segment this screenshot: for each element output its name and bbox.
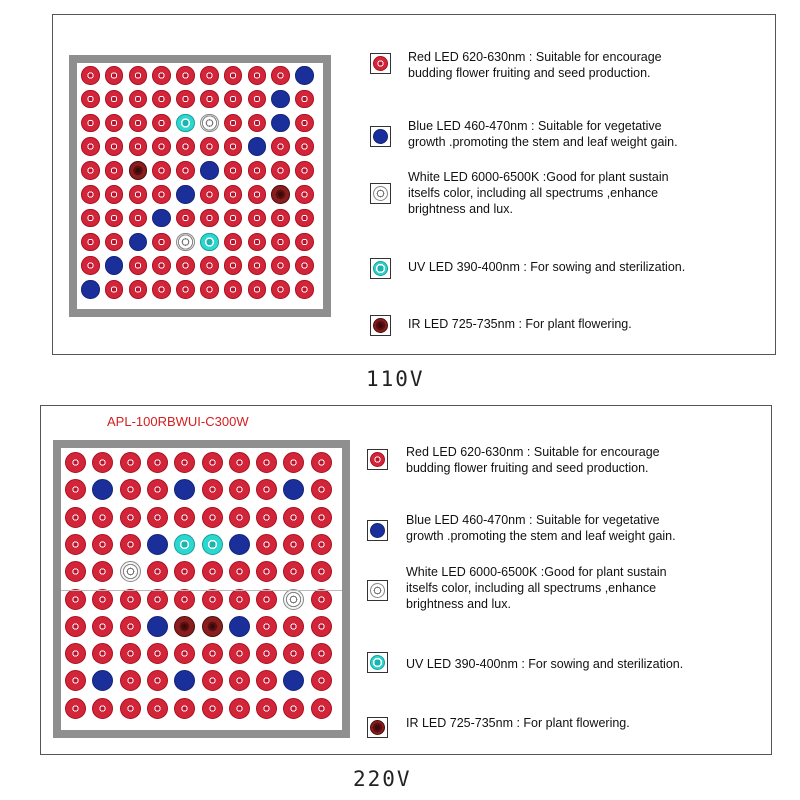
- red-led-2-3: [147, 507, 168, 528]
- red-led-0-2: [120, 452, 141, 473]
- blue-led-1-8: [283, 479, 304, 500]
- blue-led-1-8: [271, 90, 290, 109]
- red-led-7-5: [202, 643, 223, 664]
- red-led-7-4: [174, 643, 195, 664]
- red-led-8-6: [229, 670, 250, 691]
- red-led-5-6: [229, 589, 250, 610]
- red-led-8-0: [65, 670, 86, 691]
- red-led-3-7: [256, 534, 277, 555]
- red-led-2-7: [256, 507, 277, 528]
- red-led-2-9: [311, 507, 332, 528]
- red-led-0-7: [256, 452, 277, 473]
- red-led-3-2: [120, 534, 141, 555]
- red-led-9-2: [120, 698, 141, 719]
- blue-led-legend-swatch: [370, 126, 391, 147]
- red-led-2-2: [120, 507, 141, 528]
- red-led-2-2: [129, 114, 148, 133]
- red-led-9-4: [174, 698, 195, 719]
- red-led-6-2: [120, 616, 141, 637]
- red-led-4-7: [248, 161, 267, 180]
- blue-led-1-4: [174, 479, 195, 500]
- red-led-7-6: [229, 643, 250, 664]
- uv-led-icon: [370, 655, 385, 670]
- white-led-legend-swatch: [370, 183, 391, 204]
- red-led-9-9: [295, 280, 314, 299]
- red-led-8-9: [295, 256, 314, 275]
- ir-led-legend-swatch: [370, 315, 391, 336]
- red-led-8-3: [152, 256, 171, 275]
- red-led-legend-text: [408, 49, 662, 81]
- red-led-icon: [370, 452, 385, 467]
- ir-led-icon: [370, 720, 385, 735]
- red-led-1-2: [120, 479, 141, 500]
- red-led-5-3: [147, 589, 168, 610]
- uv-led-icon: [373, 261, 388, 276]
- red-led-9-6: [224, 280, 243, 299]
- white-led-legend-line1: White LED 6000-6500K :Good for plant sustain: [406, 565, 667, 579]
- red-led-4-8: [271, 161, 290, 180]
- red-led-0-3: [152, 66, 171, 85]
- red-led-2-5: [202, 507, 223, 528]
- red-led-1-7: [256, 479, 277, 500]
- red-led-6-1: [92, 616, 113, 637]
- red-led-9-8: [271, 280, 290, 299]
- red-led-8-8: [271, 256, 290, 275]
- red-led-6-9: [295, 209, 314, 228]
- red-led-5-7: [256, 589, 277, 610]
- white-led-icon: [373, 186, 388, 201]
- blue-led-3-7: [248, 137, 267, 156]
- red-led-3-9: [295, 137, 314, 156]
- red-led-9-8: [283, 698, 304, 719]
- red-led-9-9: [311, 698, 332, 719]
- red-led-legend-line1: Red LED 620-630nm : Suitable for encourage: [406, 445, 660, 459]
- red-led-legend-line1: Red LED 620-630nm : Suitable for encourage: [408, 50, 662, 64]
- ir-led-5-8: [271, 185, 290, 204]
- red-led-4-6: [229, 561, 250, 582]
- blue-led-legend-line1: Blue LED 460-470nm : Suitable for vegetative: [406, 513, 660, 527]
- red-led-1-9: [311, 479, 332, 500]
- red-led-0-2: [129, 66, 148, 85]
- red-led-0-9: [311, 452, 332, 473]
- red-led-0-8: [271, 66, 290, 85]
- red-led-legend-swatch: [367, 449, 388, 470]
- red-led-legend-line2: budding flower fruiting and seed production.: [408, 66, 651, 80]
- red-led-3-0: [81, 137, 100, 156]
- red-led-5-4: [174, 589, 195, 610]
- red-led-7-9: [311, 643, 332, 664]
- led-grid: [77, 63, 323, 309]
- red-led-2-6: [229, 507, 250, 528]
- red-led-0-6: [224, 66, 243, 85]
- red-led-6-0: [81, 209, 100, 228]
- ir-led-legend-text: [406, 715, 630, 731]
- uv-led-3-4: [174, 534, 195, 555]
- red-led-8-9: [311, 670, 332, 691]
- red-led-4-3: [152, 161, 171, 180]
- red-led-4-1: [105, 161, 124, 180]
- red-led-7-0: [65, 643, 86, 664]
- red-led-7-6: [224, 233, 243, 252]
- red-led-8-0: [81, 256, 100, 275]
- red-led-2-0: [81, 114, 100, 133]
- red-led-2-9: [295, 114, 314, 133]
- red-led-4-0: [65, 561, 86, 582]
- red-led-9-7: [248, 280, 267, 299]
- red-led-4-1: [92, 561, 113, 582]
- red-led-4-4: [174, 561, 195, 582]
- red-led-9-2: [129, 280, 148, 299]
- white-led-legend-swatch: [367, 580, 388, 601]
- red-led-9-3: [152, 280, 171, 299]
- ir-led-legend-swatch: [367, 717, 388, 738]
- red-led-0-7: [248, 66, 267, 85]
- red-led-8-4: [176, 256, 195, 275]
- uv-led-2-4: [176, 114, 195, 133]
- white-led-legend-line2: itselfs color, including all spectrums ,enhance: [408, 186, 659, 200]
- red-led-0-8: [283, 452, 304, 473]
- red-led-1-2: [129, 90, 148, 109]
- uv-led-legend-swatch: [367, 652, 388, 673]
- blue-led-4-5: [200, 161, 219, 180]
- blue-led-legend-line2: growth .promoting the stem and leaf weight gain.: [406, 529, 676, 543]
- red-led-8-7: [256, 670, 277, 691]
- red-led-6-0: [65, 616, 86, 637]
- red-led-0-6: [229, 452, 250, 473]
- red-led-8-5: [202, 670, 223, 691]
- red-led-4-3: [147, 561, 168, 582]
- red-led-3-8: [283, 534, 304, 555]
- white-led-7-4: [176, 233, 195, 252]
- uv-led-legend-text: [408, 259, 685, 275]
- red-led-3-9: [311, 534, 332, 555]
- red-led-7-3: [152, 233, 171, 252]
- red-led-9-6: [229, 698, 250, 719]
- red-led-5-1: [105, 185, 124, 204]
- blue-led-legend-line2: growth .promoting the stem and leaf weight gain.: [408, 135, 678, 149]
- red-led-5-9: [311, 589, 332, 610]
- ir-led-4-2: [129, 161, 148, 180]
- red-led-3-5: [200, 137, 219, 156]
- blue-led-6-3: [147, 616, 168, 637]
- white-led-4-2: [120, 561, 141, 582]
- red-led-3-1: [92, 534, 113, 555]
- blue-led-6-6: [229, 616, 250, 637]
- red-led-2-8: [283, 507, 304, 528]
- uv-led-legend-line1: UV LED 390-400nm : For sowing and sterilization.: [408, 260, 686, 274]
- led-grid: [61, 448, 342, 730]
- red-led-4-5: [202, 561, 223, 582]
- uv-led-legend-line1: UV LED 390-400nm : For sowing and sterilization.: [406, 657, 684, 671]
- red-led-legend-swatch: [370, 53, 391, 74]
- red-led-9-1: [105, 280, 124, 299]
- blue-led-legend-line1: Blue LED 460-470nm : Suitable for vegetative: [408, 119, 662, 133]
- red-led-6-8: [271, 209, 290, 228]
- white-led-legend-line1: White LED 6000-6500K :Good for plant sustain: [408, 170, 669, 184]
- white-led-legend-line2: itselfs color, including all spectrums ,enhance: [406, 581, 657, 595]
- uv-led-7-5: [200, 233, 219, 252]
- grid-divider-line: [61, 590, 342, 591]
- red-led-legend-text: [406, 444, 660, 476]
- red-led-3-6: [224, 137, 243, 156]
- voltage-label-220: 220V: [353, 767, 412, 791]
- red-led-0-1: [92, 452, 113, 473]
- red-led-6-7: [248, 209, 267, 228]
- red-led-8-5: [200, 256, 219, 275]
- red-led-2-7: [248, 114, 267, 133]
- ir-led-6-5: [202, 616, 223, 637]
- red-led-8-6: [224, 256, 243, 275]
- red-led-7-0: [81, 233, 100, 252]
- blue-led-3-6: [229, 534, 250, 555]
- red-led-0-0: [81, 66, 100, 85]
- red-led-2-3: [152, 114, 171, 133]
- red-led-5-0: [65, 589, 86, 610]
- red-led-2-4: [174, 507, 195, 528]
- red-led-4-8: [283, 561, 304, 582]
- red-led-1-9: [295, 90, 314, 109]
- red-led-8-2: [120, 670, 141, 691]
- red-led-7-9: [295, 233, 314, 252]
- voltage-label-110: 110V: [366, 367, 425, 391]
- red-led-6-8: [283, 616, 304, 637]
- red-led-5-7: [248, 185, 267, 204]
- red-led-7-8: [283, 643, 304, 664]
- red-led-7-3: [147, 643, 168, 664]
- red-led-0-1: [105, 66, 124, 85]
- blue-led-8-4: [174, 670, 195, 691]
- red-led-9-5: [202, 698, 223, 719]
- red-led-6-1: [105, 209, 124, 228]
- red-led-0-0: [65, 452, 86, 473]
- red-led-2-1: [105, 114, 124, 133]
- red-led-3-3: [152, 137, 171, 156]
- red-led-2-6: [224, 114, 243, 133]
- white-led-legend-line3: brightness and lux.: [408, 202, 513, 216]
- blue-led-0-9: [295, 66, 314, 85]
- white-led-icon: [370, 583, 385, 598]
- red-led-5-0: [81, 185, 100, 204]
- red-led-5-5: [202, 589, 223, 610]
- uv-led-legend-swatch: [370, 258, 391, 279]
- blue-led-legend-text: [406, 512, 676, 544]
- red-led-9-7: [256, 698, 277, 719]
- red-led-6-9: [311, 616, 332, 637]
- red-led-7-7: [256, 643, 277, 664]
- blue-led-8-1: [105, 256, 124, 275]
- red-led-0-3: [147, 452, 168, 473]
- ir-led-legend-line1: IR LED 725-735nm : For plant flowering.: [408, 317, 632, 331]
- red-led-1-4: [176, 90, 195, 109]
- red-led-3-2: [129, 137, 148, 156]
- red-led-6-2: [129, 209, 148, 228]
- white-led-5-8: [283, 589, 304, 610]
- blue-led-9-0: [81, 280, 100, 299]
- red-led-8-7: [248, 256, 267, 275]
- red-led-3-1: [105, 137, 124, 156]
- red-led-5-6: [224, 185, 243, 204]
- red-led-0-5: [200, 66, 219, 85]
- red-led-3-0: [65, 534, 86, 555]
- uv-led-3-5: [202, 534, 223, 555]
- red-led-0-4: [176, 66, 195, 85]
- red-led-4-6: [224, 161, 243, 180]
- blue-led-icon: [373, 129, 388, 144]
- red-led-7-2: [120, 643, 141, 664]
- red-led-1-0: [81, 90, 100, 109]
- red-led-9-3: [147, 698, 168, 719]
- panel-110v: [52, 14, 776, 355]
- red-led-icon: [373, 56, 388, 71]
- ir-led-icon: [373, 318, 388, 333]
- red-led-9-4: [176, 280, 195, 299]
- red-led-4-7: [256, 561, 277, 582]
- red-led-5-5: [200, 185, 219, 204]
- red-led-7-1: [92, 643, 113, 664]
- red-led-5-2: [129, 185, 148, 204]
- red-led-8-3: [147, 670, 168, 691]
- blue-led-8-1: [92, 670, 113, 691]
- red-led-3-4: [176, 137, 195, 156]
- red-led-5-3: [152, 185, 171, 204]
- red-led-1-1: [105, 90, 124, 109]
- red-led-1-6: [224, 90, 243, 109]
- blue-led-5-4: [176, 185, 195, 204]
- blue-led-2-8: [271, 114, 290, 133]
- ir-led-legend-text: [408, 316, 632, 332]
- red-led-2-1: [92, 507, 113, 528]
- ir-led-legend-line1: IR LED 725-735nm : For plant flowering.: [406, 716, 630, 730]
- red-led-6-7: [256, 616, 277, 637]
- blue-led-legend-swatch: [367, 520, 388, 541]
- red-led-0-5: [202, 452, 223, 473]
- red-led-6-4: [176, 209, 195, 228]
- red-led-6-6: [224, 209, 243, 228]
- red-led-1-7: [248, 90, 267, 109]
- blue-led-3-3: [147, 534, 168, 555]
- red-led-2-0: [65, 507, 86, 528]
- red-led-7-1: [105, 233, 124, 252]
- white-led-legend-line3: brightness and lux.: [406, 597, 511, 611]
- red-led-3-8: [271, 137, 290, 156]
- red-led-1-3: [147, 479, 168, 500]
- blue-led-7-2: [129, 233, 148, 252]
- red-led-9-0: [65, 698, 86, 719]
- red-led-5-1: [92, 589, 113, 610]
- red-led-1-3: [152, 90, 171, 109]
- red-led-0-4: [174, 452, 195, 473]
- blue-led-icon: [370, 523, 385, 538]
- red-led-9-1: [92, 698, 113, 719]
- blue-led-6-3: [152, 209, 171, 228]
- red-led-legend-line2: budding flower fruiting and seed production.: [406, 461, 649, 475]
- red-led-1-5: [200, 90, 219, 109]
- red-led-1-6: [229, 479, 250, 500]
- red-led-7-7: [248, 233, 267, 252]
- red-led-4-9: [311, 561, 332, 582]
- red-led-8-2: [129, 256, 148, 275]
- blue-led-legend-text: [408, 118, 678, 150]
- panel-220v: [40, 405, 772, 755]
- red-led-5-2: [120, 589, 141, 610]
- white-led-legend-text: [408, 169, 669, 217]
- white-led-2-5: [200, 114, 219, 133]
- ir-led-6-4: [174, 616, 195, 637]
- model-label: APL-100RBWUI-C300W: [107, 414, 249, 429]
- red-led-5-9: [295, 185, 314, 204]
- red-led-4-0: [81, 161, 100, 180]
- red-led-7-8: [271, 233, 290, 252]
- red-led-9-5: [200, 280, 219, 299]
- white-led-legend-text: [406, 564, 667, 612]
- blue-led-1-1: [92, 479, 113, 500]
- blue-led-8-8: [283, 670, 304, 691]
- uv-led-legend-text: [406, 656, 683, 672]
- red-led-4-9: [295, 161, 314, 180]
- red-led-6-5: [200, 209, 219, 228]
- red-led-1-5: [202, 479, 223, 500]
- red-led-4-4: [176, 161, 195, 180]
- red-led-1-0: [65, 479, 86, 500]
